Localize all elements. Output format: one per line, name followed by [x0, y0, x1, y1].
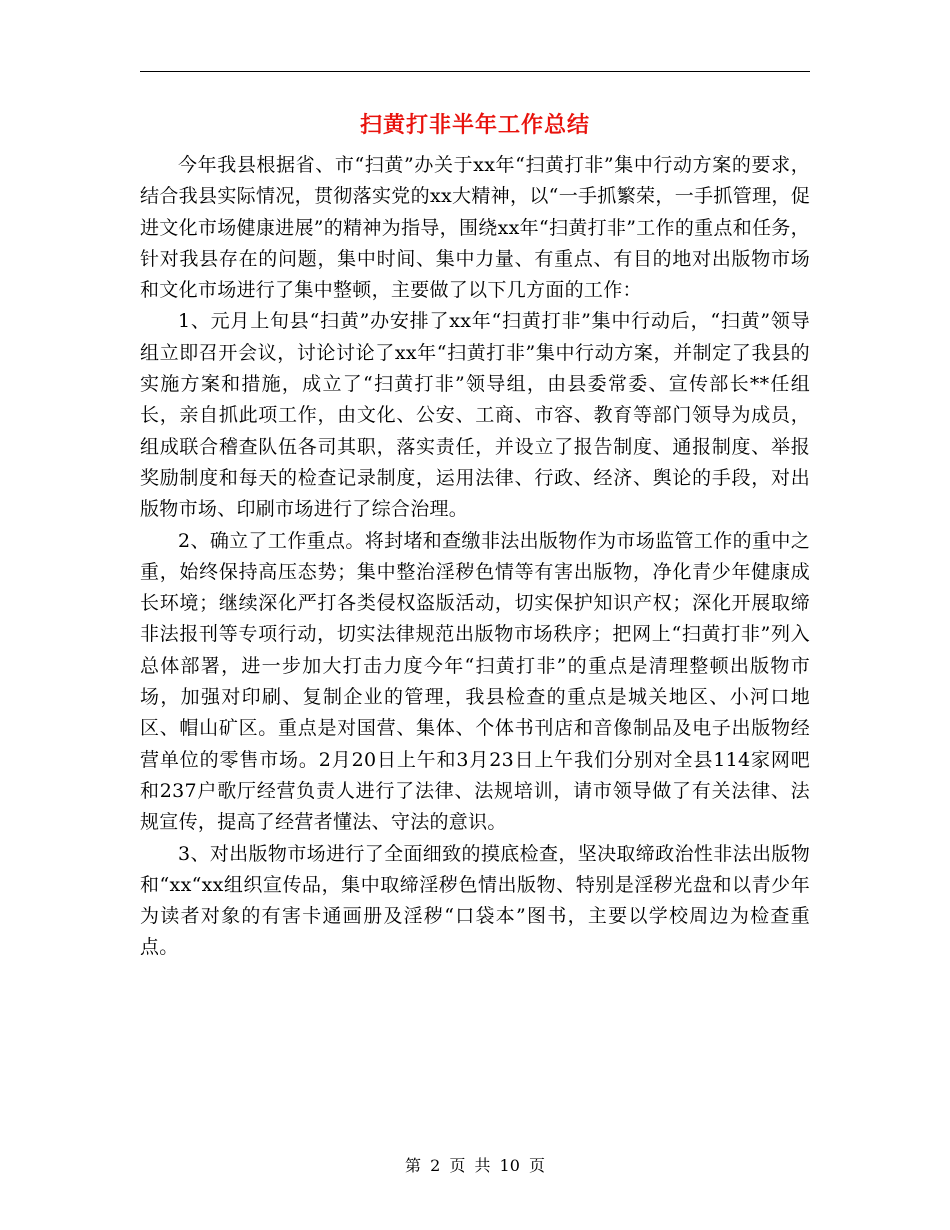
paragraph-intro: 今年我县根据省、市“扫黄”办关于xx年“扫黄打非”集中行动方案的要求，结合我县实际情况，贯彻落实党的xx大精神，以“一手抓繁荣，一手抓管理，促进文化市场健康进展”的精神为指导，围绕xx年“扫黄打非”工作的重点和任务，针对我县存在的问题，集中时间、集中力量、有重点、有目的地对出版物市场和文化市场进行了集中整顿，主要做了以下几方面的工作：: [140, 154, 810, 302]
document-title: 扫黄打非半年工作总结: [359, 112, 590, 138]
paragraph-item-3: 3、对出版物市场进行了全面细致的摸底检查，坚决取缔政治性非法出版物和“xx“xx组织宣传品，集中取缔淫秽色情出版物、特别是淫秽光盘和以青少年为读者对象的有害卡通画册及淫秽“口袋本”图书，主要以学校周边为检查重点。: [140, 842, 810, 959]
page-number-footer: 第 2 页 共 10 页: [405, 1156, 545, 1175]
paragraph-item-2: 2、确立了工作重点。将封堵和查缴非法出版物作为市场监管工作的重中之重，始终保持高压态势；集中整治淫秽色情等有害出版物，净化青少年健康成长环境；继续深化严打各类侵权盗版活动，切实保护知识产权；深化开展取缔非法报刊等专项行动，切实法律规范出版物市场秩序；把网上“扫黄打非”列入总体部署，进一步加大打击力度今年“扫黄打非”的重点是清理整顿出版物市场，加强对印刷、复制企业的管理，我县检查的重点是城关地区、小河口地区、帽山矿区。重点是对国营、集体、个体书刊店和音像制品及电子出版物经营单位的零售市场。2月20日上午和3月23日上午我们分别对全县114家网吧和237户歌厅经营负责人进行了法律、法规培训，请市领导做了有关法律、法规宣传，提高了经营者懂法、守法的意识。: [140, 529, 810, 834]
document-body: [140, 150, 810, 964]
paragraph-item-1: 1、元月上旬县“扫黄”办安排了xx年“扫黄打非”集中行动后，“扫黄”领导组立即召开会议，讨论讨论了xx年“扫黄打非”集中行动方案，并制定了我县的实施方案和措施，成立了“扫黄打非”领导组，由县委常委、宣传部长**任组长，亲自抓此项工作，由文化、公安、工商、市容、教育等部门领导为成员，组成联合稽查队伍各司其职，落实责任，并设立了报告制度、通报制度、举报奖励制度和每天的检查记录制度，运用法律、行政、经济、舆论的手段，对出版物市场、印刷市场进行了综合治理。: [140, 310, 810, 521]
header-rule: [140, 71, 810, 72]
